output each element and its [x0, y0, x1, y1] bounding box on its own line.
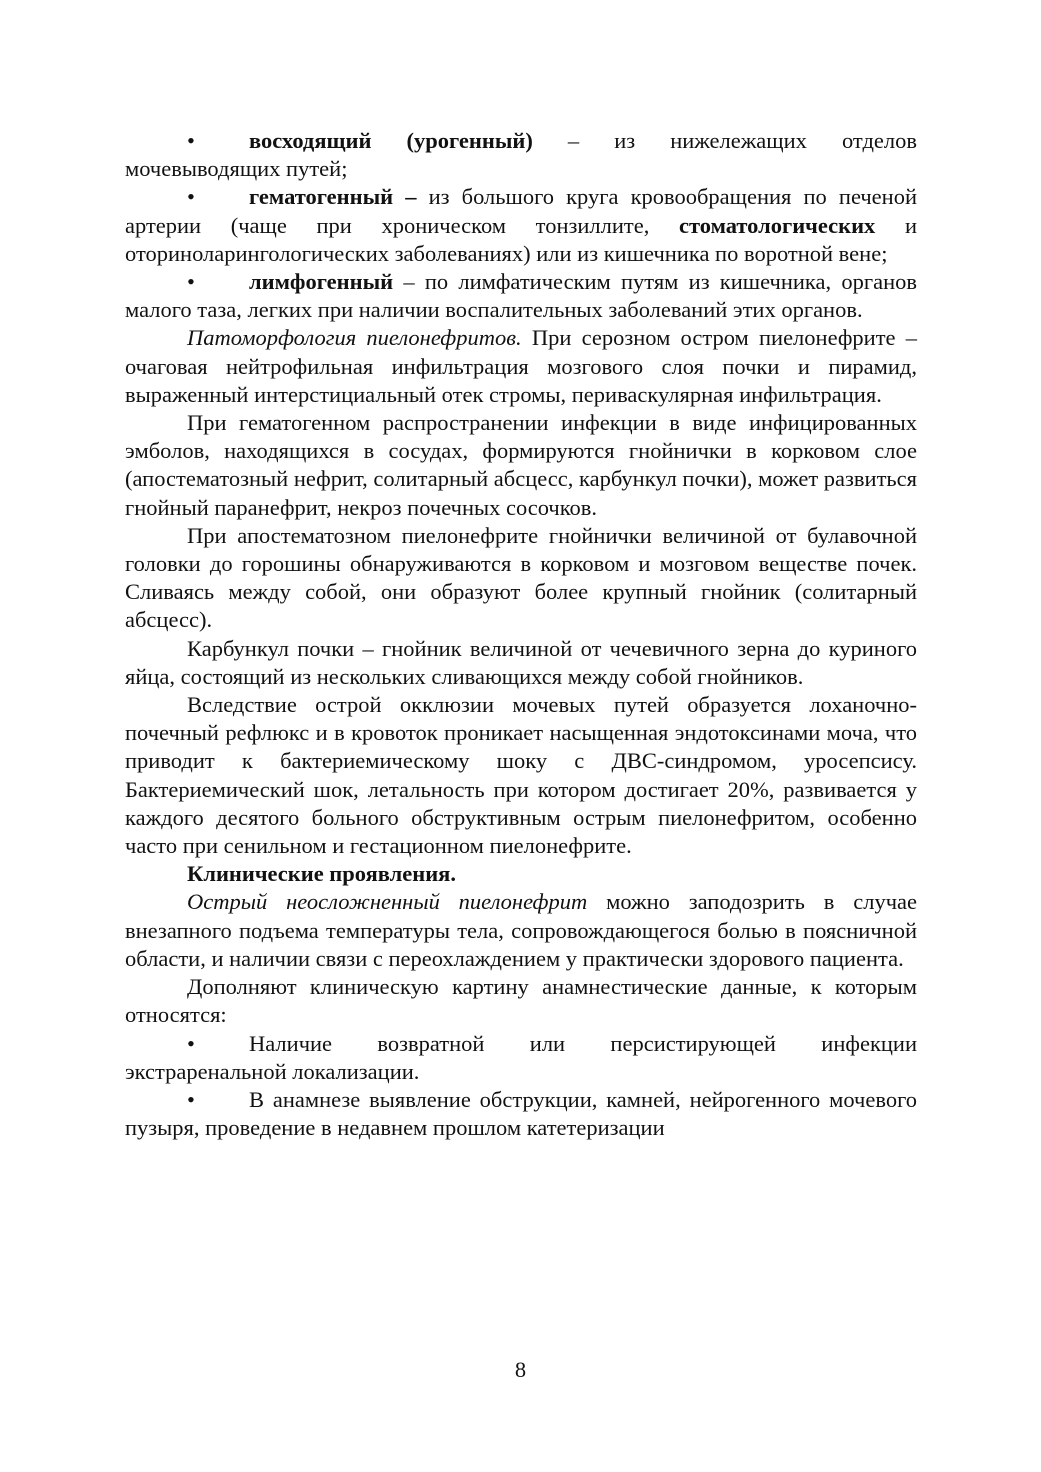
paragraph-apostematous: При апостематозном пиелонефрите гнойнички величиной от булавочной головки до горошины обнаруживаются в корковом и мозговом веществе почек. Сливаясь между собой, они образуют более крупный гнойник (солитарный абсцесс). — [125, 522, 917, 633]
paragraph-bacteremic-shock: Вследствие острой окклюзии мочевых путей образуется лоханочно-почечный рефлюкс и в кровоток проникает насыщенная эндотоксинами моча, что приводит к бактериемическому шоку с ДВС-синдромом, уросепсису. Бактериемический шок, летальность при котором достигает 20%, развивается у каждого десятого больного обструктивным острым пиелонефритом, особенно часто при сенильном и гестационном пиелонефрите. — [125, 692, 917, 859]
bullet-icon: • — [187, 269, 195, 295]
bullet-text: – из нижележащих отделов мочевыводящих путей; — [125, 128, 917, 182]
paragraph-text: можно заподозрить в случае внезапного подъема температуры тела, сопровождающегося болью в поясничной области, и наличии связи с переохлаждением у практически здорового пациента. — [125, 889, 917, 971]
bullet-item-recurrent-infection — [125, 1030, 917, 1086]
bullet-text: из большого круга кровообращения по печеной артерии (чаще при хроническом тонзиллите, — [125, 184, 917, 238]
paragraph-italic-lead: Патоморфология пиелонефритов. — [187, 325, 522, 351]
bullet-icon: • — [187, 128, 195, 153]
bullet-text-continued: и оториноларингологических заболеваниях) или из кишечника по воротной вене; — [125, 212, 918, 266]
section-heading: Клинические проявления. — [187, 861, 456, 887]
page-number: 8 — [514, 1357, 527, 1382]
paragraph-acute-uncomplicated — [125, 888, 917, 973]
bullet-text: Наличие возвратной или персистирующей инфекции экстраренальной локализации. — [125, 1030, 917, 1084]
paragraph-carbuncle: Карбункул почки – гнойник величиной от чечевичного зерна до куриного яйца, состоящий из нескольких сливающихся между собой гнойников. — [125, 635, 917, 689]
bullet-icon: • — [187, 1030, 195, 1056]
bullet-icon: • — [187, 184, 195, 210]
paragraph-pathomorphology — [125, 324, 917, 409]
bullet-item-obstruction-history — [125, 1086, 917, 1142]
bullet-item-ascending — [125, 127, 917, 183]
bullet-icon: • — [187, 1086, 195, 1112]
bullet-text: В анамнезе выявление обструкции, камней, нейрогенного мочевого пузыря, проведение в недавнем прошлом катетеризации — [125, 1086, 917, 1141]
paragraph-hematogenous-spread: При гематогенном распространении инфекции в виде инфицированных эмболов, находящихся в сосудах, формируются гнойнички в корковом слое (апостематозный нефрит, солитарный абсцесс, карбункул почки), может развиться гнойный паранефрит, некроз почечных сосочков. — [125, 410, 918, 520]
paragraph-anamnesis: Дополняют клиническую картину анамнестические данные, к которым относятся: — [125, 974, 917, 1028]
bullet-term: гематогенный – — [249, 184, 417, 210]
bullet-text: – по лимфатическим путям из кишечника, органов малого таза, легких при наличии воспалительных заболеваний этих органов. — [125, 269, 917, 323]
bullet-term: лимфогенный — [249, 269, 394, 295]
paragraph-text: При серозном остром пиелонефрите – очаговая нейтрофильная инфильтрация мозгового слоя почки и пирамид, выраженный интерстициальный отек стромы, периваскулярная инфильтрация. — [125, 325, 917, 407]
paragraph-italic-lead: Острый неосложненный пиелонефрит — [187, 889, 588, 915]
document-page — [125, 127, 917, 1142]
bullet-item-hematogenous — [125, 183, 917, 268]
bullet-item-lymphogenous — [125, 268, 917, 324]
bullet-term: восходящий (урогенный) — [249, 128, 533, 153]
bullet-bold-inline: стоматологических — [679, 212, 876, 238]
